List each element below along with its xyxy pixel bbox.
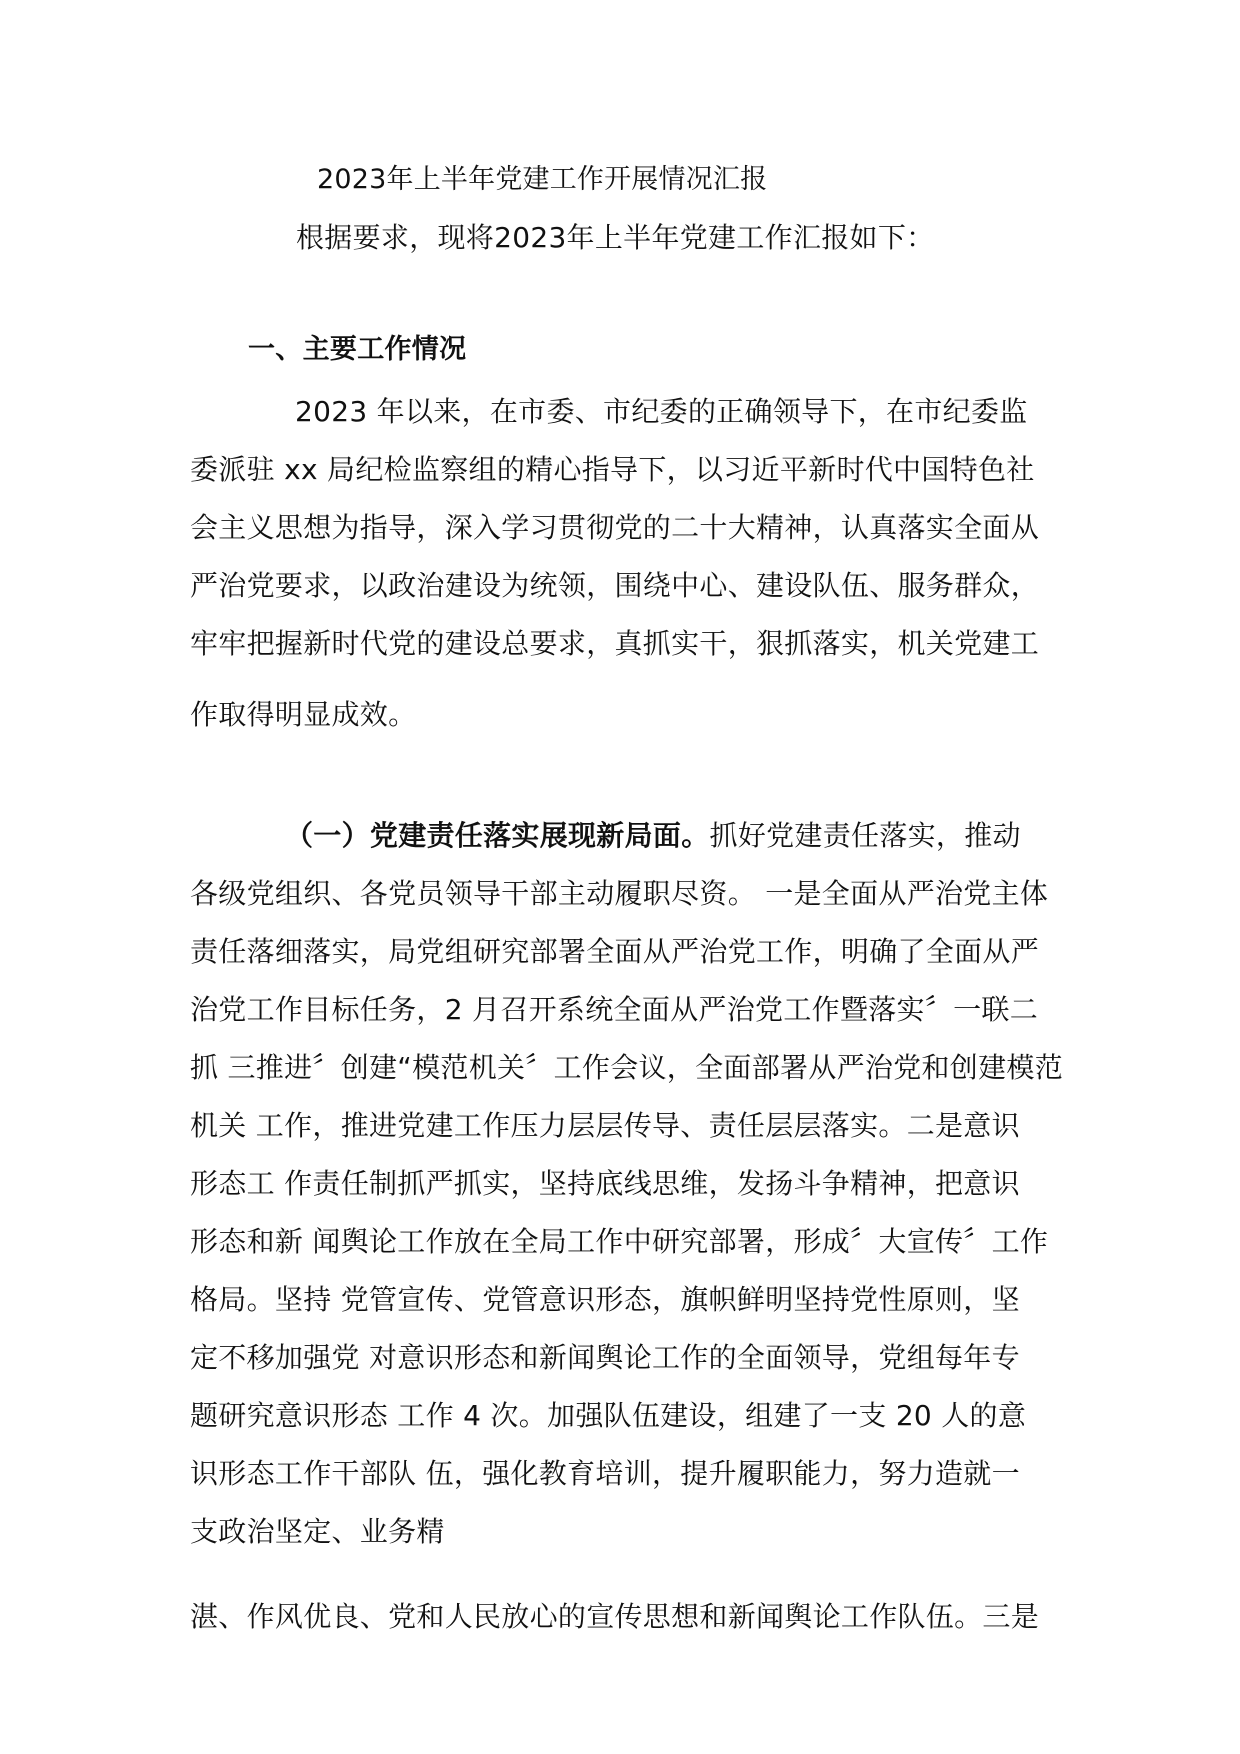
- paragraph-line: 格局。坚持 党管宣传、党管意识形态，旗帜鲜明坚持党性原则，坚: [190, 1283, 1020, 1316]
- paragraph-line: 定不移加强党 对意识形态和新闻舆论工作的全面领导，党组每年专: [190, 1341, 1020, 1374]
- paragraph-line: 委派驻 xx 局纪检监察组的精心指导下，以习近平新时代中国特色社: [190, 453, 1035, 486]
- paragraph-line: 2023 年以来，在市委、市纪委的正确领导下，在市纪委监: [295, 395, 1028, 428]
- paragraph-line: 湛、作风优良、党和人民放心的宣传思想和新闻舆论工作队伍。三是: [190, 1600, 1040, 1633]
- paragraph-line: 会主义思想为指导，深入学习贯彻党的二十大精神，认真落实全面从: [190, 511, 1040, 544]
- paragraph-line: 各级党组织、各党员领导干部主动履职尽资。 一是全面从严治党主体: [190, 877, 1049, 910]
- paragraph-line: 作取得明显成效。: [190, 698, 417, 731]
- paragraph-line: 题研究意识形态 工作 4 次。加强队伍建设，组建了一支 20 人的意: [190, 1399, 1027, 1432]
- subsection-line: [285, 819, 1021, 853]
- paragraph-line: 严治党要求，以政治建设为统领，围绕中心、建设队伍、服务群众，: [190, 569, 1040, 602]
- paragraph-line: 牢牢把握新时代党的建设总要求，真抓实干，狠抓落实，机关党建工: [190, 627, 1040, 660]
- intro-text: 根据要求，现将2023年上半年党建工作汇报如下：: [296, 221, 935, 254]
- paragraph-line: 形态工 作责任制抓严抓实，坚持底线思维，发扬斗争精神，把意识: [190, 1167, 1020, 1200]
- section-heading: 一、主要工作情况: [248, 334, 467, 365]
- paragraph-line: 治党工作目标任务，2 月召开系统全面从严治党工作暨落实〞一联二: [190, 993, 1039, 1026]
- paragraph-line: 抓 三推进〞创建“模范机关〞工作会议，全面部署从严治党和创建模范: [190, 1051, 1064, 1084]
- subsection-text: 抓好党建责任落实，推动: [709, 819, 1021, 852]
- document-title: 2023年上半年党建工作开展情况汇报: [317, 164, 768, 195]
- subsection-heading: （一）党建责任落实展现新局面。: [285, 819, 710, 852]
- paragraph-line: 支政治坚定、业务精: [190, 1515, 445, 1548]
- paragraph-line: 机关 工作，推进党建工作压力层层传导、责任层层落实。二是意识: [190, 1109, 1020, 1142]
- paragraph-line: 责任落细落实，局党组研究部署全面从严治党工作，明确了全面从严: [190, 935, 1040, 968]
- paragraph-line: 识形态工作干部队 伍，强化教育培训，提升履职能力，努力造就一: [190, 1457, 1020, 1490]
- paragraph-line: 形态和新 闻舆论工作放在全局工作中研究部署，形成〞大宣传〞工作: [190, 1225, 1049, 1258]
